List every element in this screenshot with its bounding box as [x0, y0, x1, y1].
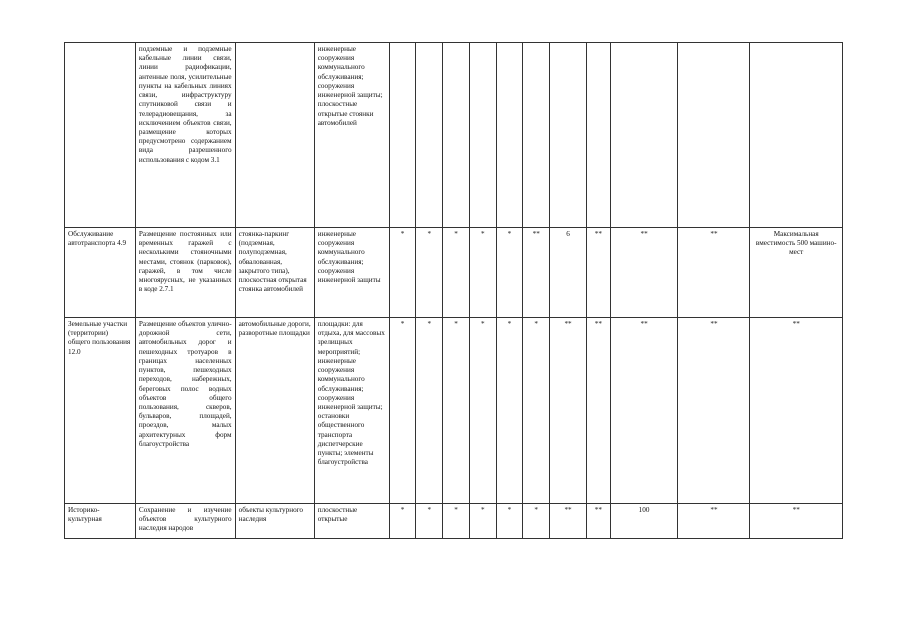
auxiliary-use-cell: инженерные сооружения коммунального обслуживания; сооружения инженерной защиты [314, 228, 389, 318]
use-type-description: Сохранение и изучение объектов культурного наследия народов [135, 504, 235, 539]
param-cell: * [523, 318, 550, 504]
param-cell: 100 [610, 504, 678, 539]
param-cell: ** [678, 228, 750, 318]
param-cell [469, 43, 496, 228]
notes-cell: Максимальная вместимость 500 машино-мест [750, 228, 843, 318]
param-cell: * [416, 318, 443, 504]
use-type-name: Историко-культурная [65, 504, 136, 539]
main-use-cell [235, 43, 314, 228]
table-row [65, 318, 843, 504]
notes-cell [750, 43, 843, 228]
notes-cell: ** [750, 318, 843, 504]
param-cell: * [443, 318, 470, 504]
param-cell: ** [587, 504, 611, 539]
param-cell: ** [678, 318, 750, 504]
param-cell [550, 43, 587, 228]
param-cell: * [389, 318, 416, 504]
main-use-cell: стоянка-паркинг (подземная, полуподземная, обвалованная, закрытого типа), плоскостная открытая стоянка автомобилей [235, 228, 314, 318]
use-type-description: подземные и подземные кабельные линии связи, линии радиофикации, антенные поля, усилительные пункты на кабельных линиях связи, инфраструктуру спутниковой связи и телерадиовещания, за исключением объектов связи, размещение которых предусмотрено содержанием вида разрешенного использования с кодом 3.1 [135, 43, 235, 228]
use-type-name: Земельные участки (территории) общего пользования 12.0 [65, 318, 136, 504]
param-cell: ** [610, 228, 678, 318]
param-cell: * [496, 228, 523, 318]
notes-cell: ** [750, 504, 843, 539]
param-cell: * [469, 504, 496, 539]
param-cell [587, 43, 611, 228]
use-type-description: Размещение объектов улично-дорожной сети, автомобильных дорог и пешеходных тротуаров в границах населенных пунктов, пешеходных переходов, набережных, береговых полос водных объектов общего пользования, скверов, бульваров, площадей, проездов, малых архитектурных форм благоустройства [135, 318, 235, 504]
table-row [65, 228, 843, 318]
auxiliary-use-cell: площадки: для отдыха, для массовых зрелищных мероприятий; инженерные сооружения коммунального обслуживания; сооружения инженерной защиты; остановки общественного транспорта диспетчерские пункты; элементы благоустройства [314, 318, 389, 504]
param-cell [389, 43, 416, 228]
main-use-cell: автомобильные дороги, разворотные площадки [235, 318, 314, 504]
param-cell: * [389, 228, 416, 318]
param-cell: ** [550, 318, 587, 504]
param-cell: ** [587, 228, 611, 318]
param-cell: * [443, 504, 470, 539]
param-cell: * [496, 504, 523, 539]
param-cell [496, 43, 523, 228]
param-cell: * [496, 318, 523, 504]
param-cell [610, 43, 678, 228]
param-cell: * [469, 228, 496, 318]
param-cell: ** [678, 504, 750, 539]
param-cell [678, 43, 750, 228]
use-type-description: Размещение постоянных или временных гаражей с несколькими стояночными местами, стоянок (парковок), гаражей, в том числе многоярусных, не указанных в коде 2.7.1 [135, 228, 235, 318]
param-cell: * [416, 228, 443, 318]
param-cell: 6 [550, 228, 587, 318]
param-cell: * [443, 228, 470, 318]
param-cell: * [523, 504, 550, 539]
auxiliary-use-cell: инженерные сооружения коммунального обслуживания; сооружения инженерной защиты; плоскостные открытые стоянки автомобилей [314, 43, 389, 228]
param-cell: * [389, 504, 416, 539]
use-type-name: Обслуживание автотранспорта 4.9 [65, 228, 136, 318]
param-cell: * [416, 504, 443, 539]
param-cell [416, 43, 443, 228]
param-cell: ** [587, 318, 611, 504]
param-cell: ** [610, 318, 678, 504]
param-cell [523, 43, 550, 228]
param-cell: ** [523, 228, 550, 318]
auxiliary-use-cell: плоскостные открытые [314, 504, 389, 539]
param-cell [443, 43, 470, 228]
land-use-regulations-table [64, 42, 843, 539]
param-cell: ** [550, 504, 587, 539]
use-type-name [65, 43, 136, 228]
table-row [65, 504, 843, 539]
main-use-cell: объекты культурного наследия [235, 504, 314, 539]
table-row [65, 43, 843, 228]
param-cell: * [469, 318, 496, 504]
